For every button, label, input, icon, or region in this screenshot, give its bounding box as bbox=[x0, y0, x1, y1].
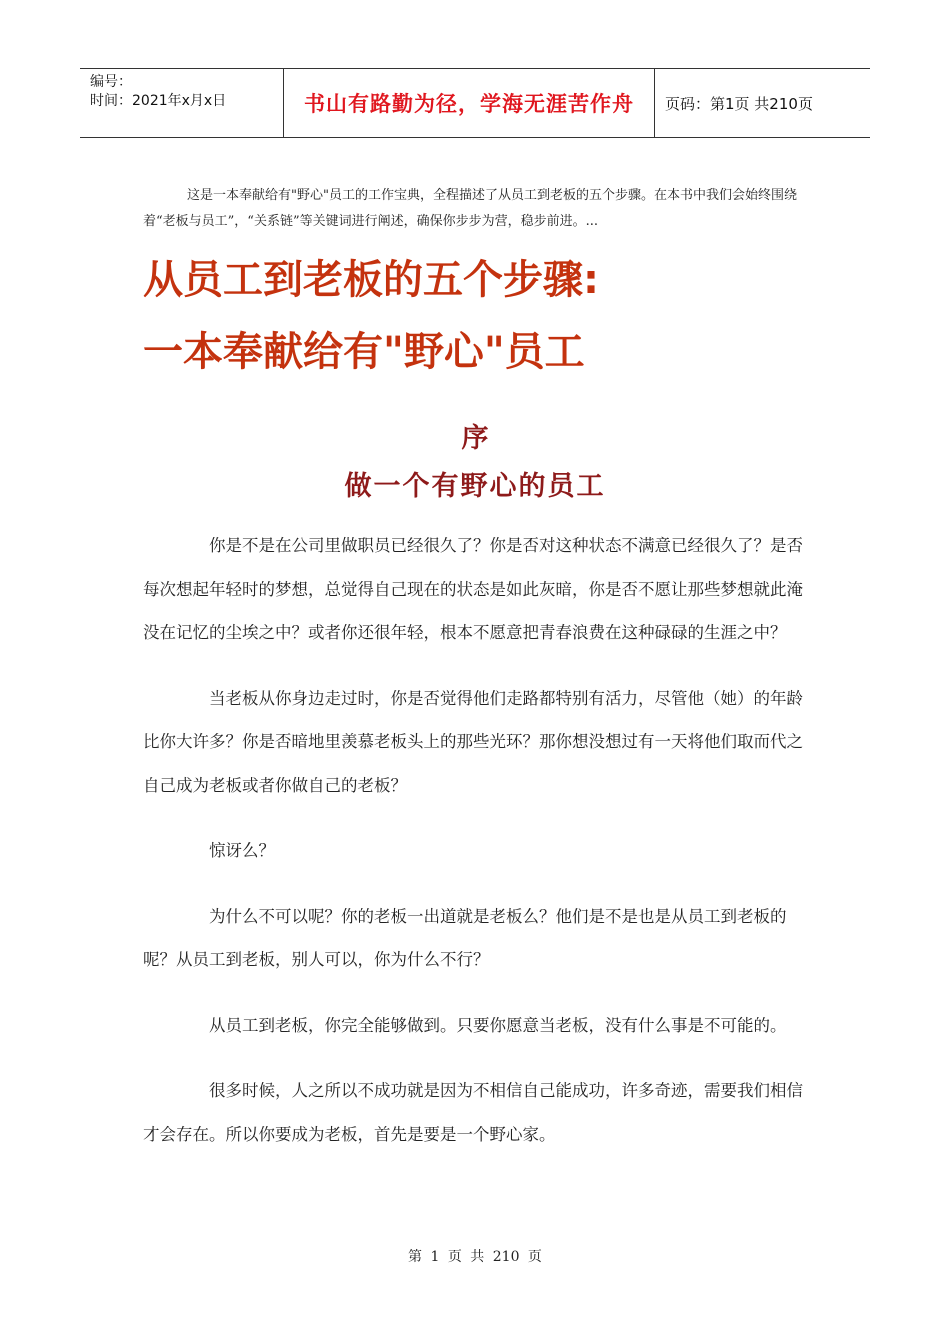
body-paragraph: 当老板从你身边走过时，你是否觉得他们走路都特别有活力，尽管他（她）的年龄比你大许多？你是否暗地里羡慕老板头上的那些光环？那你想没想过有一天将他们取而代之自己成为老板或者你做自己的老板？ bbox=[143, 688, 803, 795]
document-title-line-1: 从员工到老板的五个步骤: bbox=[143, 257, 599, 303]
body-text bbox=[143, 524, 808, 1178]
header-motto-cell bbox=[283, 69, 655, 137]
preface-subtitle: 做一个有野心的员工 bbox=[344, 471, 606, 502]
document-number-label: 编号： bbox=[90, 74, 132, 90]
body-paragraph: 惊讶么？ bbox=[209, 841, 275, 860]
body-paragraph: 为什么不可以呢？你的老板一出道就是老板么？他们是不是也是从员工到老板的呢？从员工到老板，别人可以，你为什么不行？ bbox=[143, 906, 787, 969]
body-paragraph: 很多时候，人之所以不成功就是因为不相信自己能成功，许多奇迹，需要我们相信才会存在。所以你要成为老板，首先是要是一个野心家。 bbox=[143, 1081, 803, 1144]
header-meta bbox=[80, 69, 283, 137]
document-time-label: 时间：2021年x月x日 bbox=[90, 93, 227, 109]
page-footer: 第 1 页 共 210 页 bbox=[408, 1249, 542, 1265]
header-page-info: 页码：第1页 共210页 bbox=[665, 94, 813, 113]
document-title-line-2: 一本奉献给有"野心"员工 bbox=[143, 329, 585, 375]
body-paragraph: 你是不是在公司里做职员已经很久了？你是否对这种状态不满意已经很久了？是否每次想起年轻时的梦想，总觉得自己现在的状态是如此灰暗，你是否不愿让那些梦想就此淹没在记忆的尘埃之中？或者你还很年轻，根本不愿意把青春浪费在这种碌碌的生涯之中？ bbox=[143, 536, 803, 642]
body-paragraph: 从员工到老板，你完全能够做到。只要你愿意当老板，没有什么事是不可能的。 bbox=[209, 1015, 787, 1035]
preface-heading: 序 bbox=[461, 423, 489, 454]
header-motto: 书山有路勤为径，学海无涯苦作舟 bbox=[304, 92, 634, 116]
intro-paragraph: 这是一本奉献给有"野心"员工的工作宝典，全程描述了从员工到老板的五个步骤。在本书中我们会始终围绕着“老板与员工”，“关系链”等关键词进行阐述，确保你步步为营，稳步前进。... bbox=[143, 188, 797, 229]
page-header bbox=[80, 68, 870, 138]
